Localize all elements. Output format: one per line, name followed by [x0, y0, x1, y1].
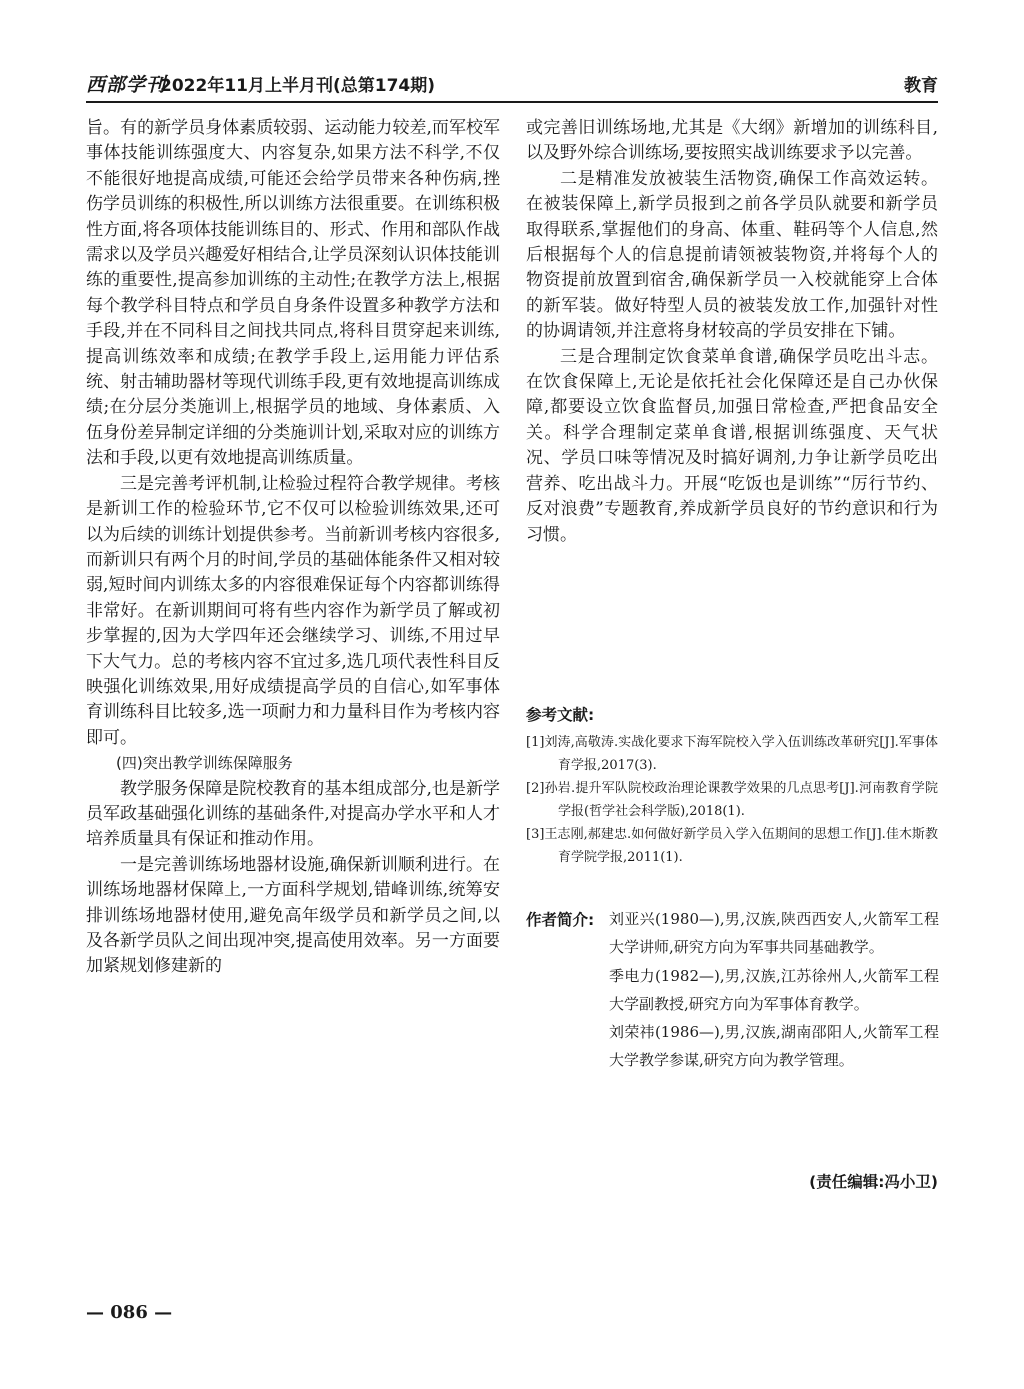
author-bio: 刘荣祎(1986—),男,汉族,湖南邵阳人,火箭军工程大学教学参谋,研究方向为教学管理。	[609, 1023, 939, 1070]
paragraph: 或完善旧训练场地,尤其是《大纲》新增加的训练科目,以及野外综合训练场,要按照实战训练要求予以完善。	[526, 118, 938, 164]
issue-info: 2022年11月上半月刊(总第174期)	[160, 76, 435, 96]
left-column	[86, 116, 500, 980]
reference-item: [1]刘涛,高敬涛.实战化要求下海军院校入学入伍训练改革研究[J].军事体育学报,2017(3).	[526, 735, 938, 773]
author-bio: 季电力(1982—),男,汉族,江苏徐州人,火箭军工程大学副教授,研究方向为军事体育教学。	[609, 966, 939, 1013]
page-number: — 086 —	[86, 1302, 173, 1323]
running-header	[86, 68, 938, 100]
author-bio-label: 作者简介:	[526, 911, 595, 929]
references-list	[526, 731, 938, 869]
paragraph: 三是合理制定饮食菜单食谱,确保学员吃出斗志。在饮食保障上,无论是依托社会化保障还是自己办伙保障,都要设立饮食监督员,加强日常检查,严把食品安全关。科学合理制定菜单食谱,根据训练强度、天气状况、学员口味等情况及时搞好调剂,力争让新学员吃出营养、吃出战斗力。开展“吃饭也是训练”“厉行节约、反对浪费”专题教育,养成新学员良好的节约意识和行为习惯。	[526, 346, 938, 545]
author-bios	[609, 905, 939, 1075]
references-title: 参考文献:	[526, 706, 595, 724]
header-rule	[86, 101, 938, 103]
section-label: 教育	[904, 76, 938, 96]
paragraph: 二是精准发放被装生活物资,确保工作高效运转。在被装保障上,新学员报到之前各学员队就要和新学员取得联系,掌握他们的身高、体重、鞋码等个人信息,然后根据每个人的信息提前请领被装物资,并将每个人的物资提前放置到宿舍,确保新学员一入校就能穿上合体的新军装。做好特型人员的被装发放工作,加强针对性的协调请领,并注意将身材较高的学员安排在下铺。	[526, 168, 938, 342]
responsible-editor: (责任编辑:冯小卫)	[809, 1173, 938, 1191]
paragraph: 一是完善训练场地器材设施,确保新训顺利进行。在训练场地器材保障上,一方面科学规划,错峰训练,统筹安排训练场地器材使用,避免高年级学员和新学员之间,以及各新学员队之间出现冲突,提高使用效率。另一方面要加紧规划修建新的	[86, 854, 500, 977]
reference-item: [3]王志刚,郝建忠.如何做好新学员入学入伍期间的思想工作[J].佳木斯教育学院学报,2011(1).	[526, 827, 938, 865]
author-bio: 刘亚兴(1980—),男,汉族,陕西西安人,火箭军工程大学讲师,研究方向为军事共同基础教学。	[609, 910, 939, 957]
right-column	[526, 116, 938, 548]
reference-item: [2]孙岩.提升军队院校政治理论课教学效果的几点思考[J].河南教育学院学报(哲学社会科学版),2018(1).	[526, 781, 938, 819]
journal-logo: 西部学刊	[86, 74, 167, 96]
paragraph: 旨。有的新学员身体素质较弱、运动能力较差,而军校军事体技能训练强度大、内容复杂,如果方法不科学,不仅不能很好地提高成绩,可能还会给学员带来各种伤病,挫伤学员训练的积极性,所以训练方法很重要。在训练积极性方面,将各项体技能训练目的、形式、作用和部队作战需求以及学员兴趣爱好相结合,让学员深刻认识体技能训练的重要性,提高参加训练的主动性;在教学方法上,根据每个教学科目特点和学员自身条件设置多种教学方法和手段,并在不同科目之间找共同点,将科目贯穿起来训练,提高训练效率和成绩;在教学手段上,运用能力评估系统、射击辅助器材等现代训练手段,更有效地提高训练成绩;在分层分类施训上,根据学员的地域、身体素质、入伍身份差异制定详细的分类施训计划,采取对应的训练方法和手段,以更有效地提高训练质量。	[86, 118, 500, 469]
subsection-heading: (四)突出教学训练保障服务	[116, 754, 293, 773]
paragraph: 三是完善考评机制,让检验过程符合教学规律。考核是新训工作的检验环节,它不仅可以检验训练效果,还可以为后续的训练计划提供参考。当前新训考核内容很多,而新训只有两个月的时间,学员的基础体能条件又相对较弱,短时间内训练太多的内容很难保证每个内容都训练得非常好。在新训期间可将有些内容作为新学员了解或初步掌握的,因为大学四年还会继续学习、训练,不用过早下大气力。总的考核内容不宜过多,选几项代表性科目反映强化训练效果,用好成绩提高学员的自信心,如军事体育训练科目比较多,选一项耐力和力量科目作为考核内容即可。	[86, 473, 500, 748]
paragraph: 教学服务保障是院校教育的基本组成部分,也是新学员军政基础强化训练的基础条件,对提高办学水平和人才培养质量具有保证和推动作用。	[86, 778, 500, 850]
